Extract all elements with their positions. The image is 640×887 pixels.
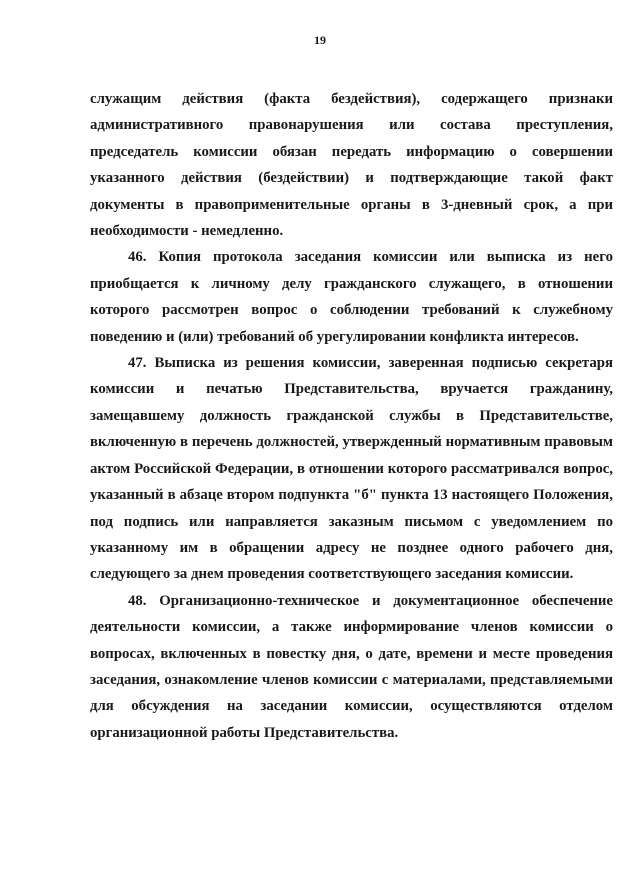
paragraph-48: 48. Организационно-техническое и документационное обеспечение деятельности комиссии, а также информирование членов комиссии о вопросах, включенных в повестку дня, о дате, времени и месте проведения заседания, ознакомление членов комиссии с материалами, представляемыми для обсуждения на заседании комиссии, осуществляются отделом организационной работы Представительства. xyxy=(90,592,613,741)
page-number: 19 xyxy=(314,33,326,47)
paragraph-47: 47. Выписка из решения комиссии, заверенная подписью секретаря комиссии и печатью Представительства, вручается гражданину, замещавшему должность гражданской службы в Представительстве, включенную в перечень должностей, утвержденный нормативным правовым актом Российской Федерации, в отношении которого рассматривался вопрос, указанный в абзаце втором подпункта "б" пункта 13 настоящего Положения, под подпись или направляется заказным письмом с уведомлением по указанному им в обращении адресу не позднее одного рабочего дня, следующего за днем проведения соответствующего заседания комиссии. xyxy=(90,355,613,583)
paragraph-continuation: служащим действия (факта бездействия), содержащего признаки административного правонарушения или состава преступления, председатель комиссии обязан передать информацию о совершении указанного действия (бездействии) и подтверждающие такой факт документы в правоприменительные органы в 3-дневный срок, а при необходимости - немедленно. xyxy=(90,91,613,240)
paragraph-46: 46. Копия протокола заседания комиссии или выписка из него приобщается к личному делу гражданского служащего, в отношении которого рассмотрен вопрос о соблюдении требований к служебному поведению и (или) требований об урегулировании конфликта интересов. xyxy=(90,249,613,345)
document-body xyxy=(90,86,613,746)
